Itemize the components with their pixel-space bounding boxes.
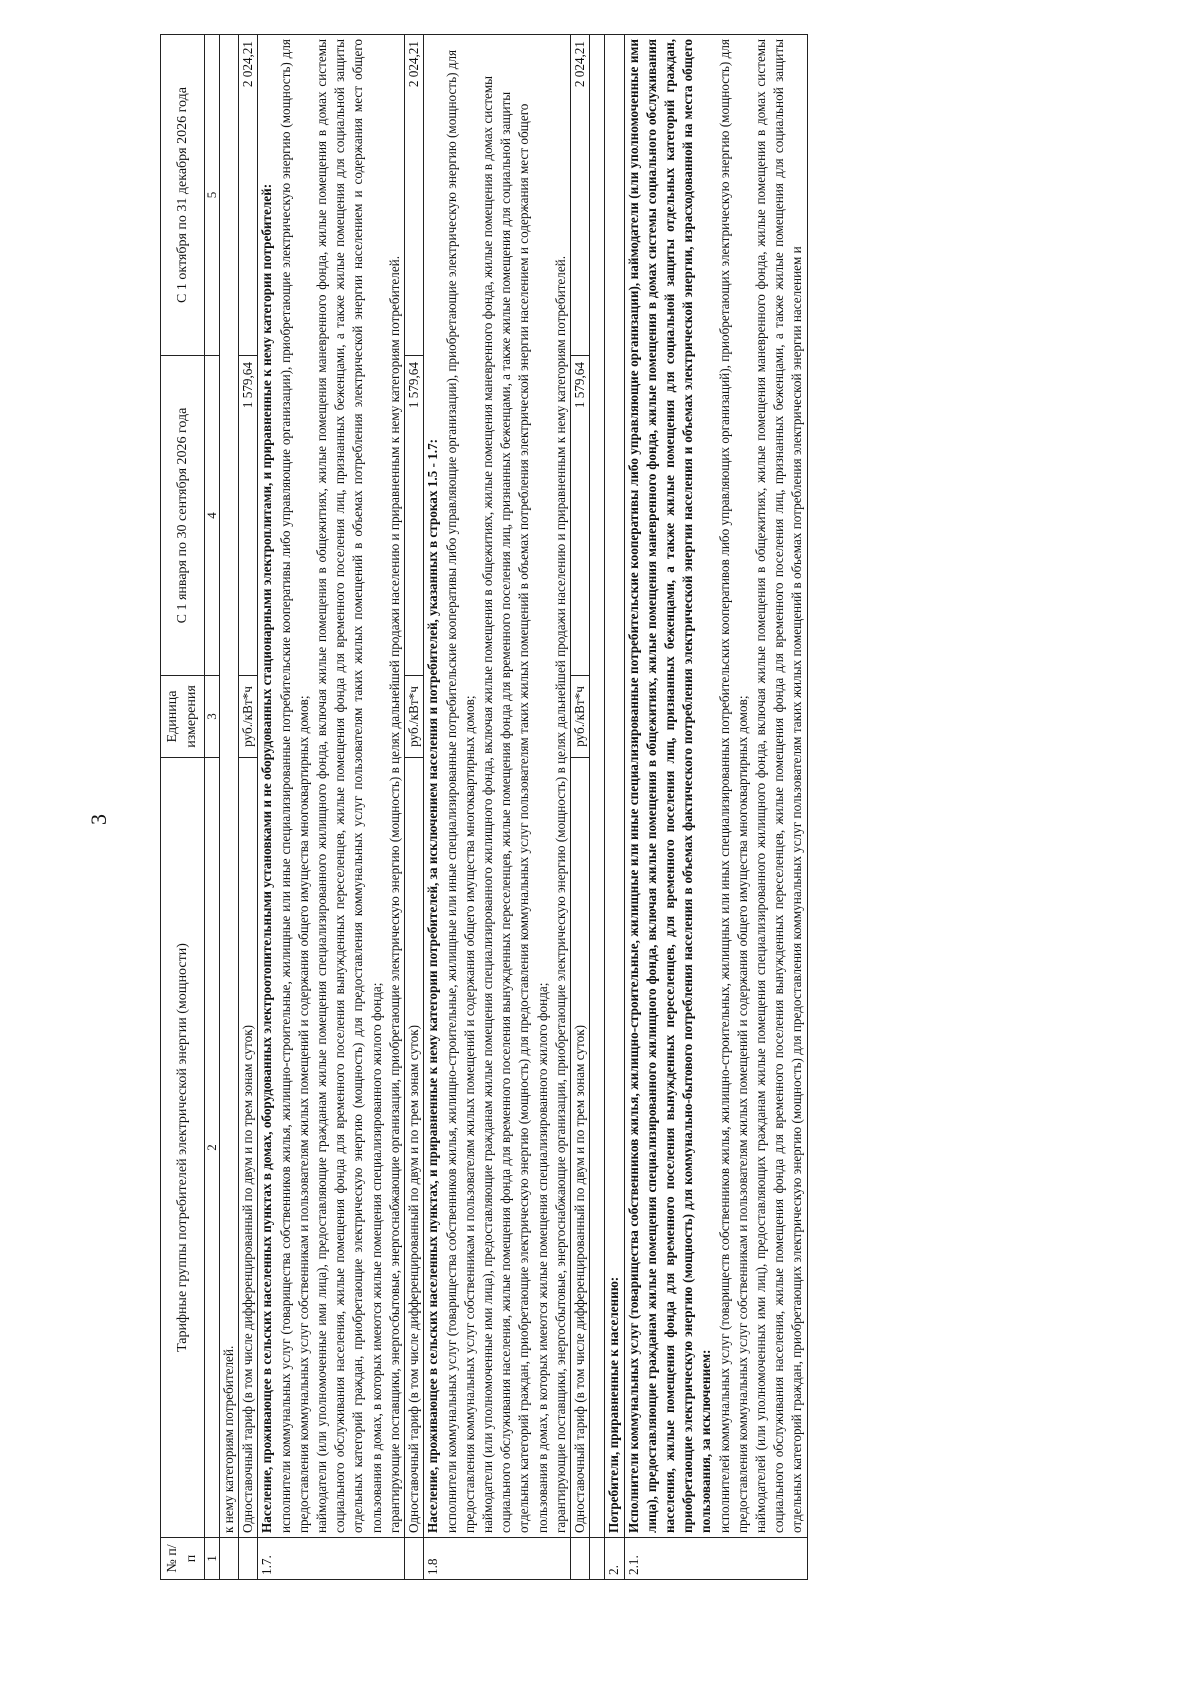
tariff-value-period2: 2 024,21 bbox=[405, 35, 424, 356]
tariff-table-rotated bbox=[160, 35, 1190, 1580]
category-title: Население, проживающее в сельских населенных пунктах, и приравненные к нему категории потребителей, за исключением населения и потребителей, указанных в строках 1.5 - 1.7: bbox=[425, 438, 441, 1533]
unit-cell: руб./кВт*ч bbox=[571, 676, 590, 758]
row-no-cell: 2. bbox=[605, 1538, 624, 1580]
header-col-unit: Единица измерения bbox=[161, 676, 205, 758]
table-row bbox=[605, 35, 624, 1580]
tariff-value-period1: 1 579,64 bbox=[239, 356, 258, 676]
tariff-value-period1: 1 579,64 bbox=[571, 356, 590, 676]
empty-cell bbox=[590, 35, 605, 1538]
tariff-label: Одноставочный тариф (в том числе дифференцированный по двум и по трем зонам суток) bbox=[405, 758, 424, 1538]
index-cell: 5 bbox=[204, 35, 219, 356]
unit-cell: руб./кВт*ч bbox=[405, 676, 424, 758]
table-row bbox=[239, 35, 258, 1580]
header-col-period2: С 1 октября по 31 декабря 2026 года bbox=[161, 35, 205, 356]
row-no-cell bbox=[239, 1538, 258, 1580]
row-no-cell: 2.1. bbox=[624, 1538, 807, 1580]
category-paragraph: наймодатели (или уполномоченные ими лица), предоставляющие гражданам жилые помещения специализированного жилищного фонда, включая жилые помещения в общежитиях, жилые помещения маневренного фонда, жилые помещения в домах системы социального обслуживания населения, жилые помещения фонда для временного поселения вынужденных переселенцев, жилые помещения фонда для временного поселения лиц, признанных беженцами, а также жилые помещения для социальной защиты отдельных категорий граждан, приобретающие электрическую энергию (мощность) для предоставления коммунальных услуг пользователям таких жилых помещений в объемах потребления электрической энергии населением и содержания мест общего пользования в домах, в которых имеются жилые помещения специализированного жилого фонда; bbox=[314, 39, 384, 1533]
table-row bbox=[258, 35, 405, 1580]
header-row bbox=[161, 35, 205, 1580]
category-description bbox=[424, 35, 571, 1538]
row-no-cell bbox=[219, 1538, 238, 1580]
category-paragraph: наймодатели (или уполномоченные ими лица), предоставляющие гражданам жилые помещения специализированного жилищного фонда, включая жилые помещения в общежитиях, жилые помещения маневренного фонда, жилые помещения в домах системы социального обслуживания населения, жилые помещения фонда для временного поселения вынужденных переселенцев, жилые помещения фонда для временного поселения лиц, признанных беженцами, а также жилые помещения для социальной защиты отдельных категорий граждан, приобретающие электрическую энергию (мощность) для предоставления коммунальных услуг пользователям таких жилых помещений в объемах потребления электрической энергии населением и содержания мест общего пользования в домах, в которых имеются жилые помещения специализированного жилого фонда; bbox=[479, 75, 550, 1533]
row-no-cell bbox=[590, 1538, 605, 1580]
category-paragraph: исполнители коммунальных услуг (товарищества собственников жилья, жилищно-строительные, жилищные или иные специализированные потребительские кооперативы либо управляющие организации), приобретающие электрическую энергию (мощность) для предоставления коммунальных услуг собственникам и пользователям жилых помещений и содержания общего имущества многоквартирных домов; bbox=[443, 49, 477, 1533]
category-paragraph: исполнители коммунальных услуг (товарищества собственников жилья, жилищно-строительные, жилищные или иные специализированные потребительские кооперативы либо управляющие организации), приобретающие электрическую энергию (мощность) для предоставления коммунальных услуг собственникам и пользователям жилых помещений и содержания общего имущества многоквартирных домов; bbox=[277, 39, 311, 1533]
category-paragraph: гарантирующие поставщики, энергосбытовые, энергоснабжающие организации, приобретающие электрическую энергию (мощность) в целях дальнейшей продажи населению и приравненным к нему категориям потребителей. bbox=[386, 255, 402, 1533]
table-row bbox=[424, 35, 571, 1580]
table-row bbox=[219, 35, 238, 1580]
tariff-table bbox=[160, 34, 808, 1580]
index-cell: 1 bbox=[204, 1538, 219, 1580]
table-row bbox=[571, 35, 590, 1580]
table-row bbox=[590, 35, 605, 1580]
category-paragraph: исполнителей коммунальных услуг (товариществ собственников жилья, жилищно-строительных, жилищных или иных специализированных потребительских кооперативов либо управляющих организаций), приобретающих электрическую энергию (мощность) для предоставления коммунальных услуг собственникам и пользователям жилых помещений и содержания общего имущества многоквартирных домов; bbox=[716, 39, 750, 1533]
category-paragraph: наймодателей (или уполномоченных ими лиц), предоставляющих гражданам жилые помещения специализированного жилищного фонда, включая жилые помещения в общежитиях, жилые помещения маневренного фонда, жилые помещения в домах системы социального обслуживания населения, жилые помещения фонда для временного поселения вынужденных переселенцев, жилые помещения фонда для временного поселения лиц, признанных беженцами, а также жилые помещения для социальной защиты отдельных категорий граждан, приобретающих электрическую энергию (мощность) для предоставления коммунальных услуг пользователям таких жилых помещений в объемах потребления электрической энергии населением и bbox=[753, 39, 805, 1533]
index-cell: 3 bbox=[204, 676, 219, 758]
table-row bbox=[405, 35, 424, 1580]
row-no-cell bbox=[571, 1538, 590, 1580]
category-description bbox=[624, 35, 807, 1538]
tariff-value-period2: 2 024,21 bbox=[239, 35, 258, 356]
header-col-no: № п/п bbox=[161, 1538, 205, 1580]
table-row bbox=[624, 35, 807, 1580]
category-description bbox=[258, 35, 405, 1538]
header-col-period1: С 1 января по 30 сентября 2026 года bbox=[161, 356, 205, 676]
page-number: 3 bbox=[86, 814, 111, 825]
index-cell: 4 bbox=[204, 356, 219, 676]
index-cell: 2 bbox=[204, 758, 219, 1538]
category-title: Население, проживающее в сельских населенных пунктах в домах, оборудованных электроотопительными установками и не оборудованных стационарными электроплитами, и приравненные к нему категории потребителей: bbox=[259, 183, 275, 1533]
tariff-label: Одноставочный тариф (в том числе дифференцированный по двум и по трем зонам суток) bbox=[239, 758, 258, 1538]
unit-cell: руб./кВт*ч bbox=[239, 676, 258, 758]
header-col-name: Тарифные группы потребителей электрической энергии (мощности) bbox=[161, 758, 205, 1538]
tariff-label: Одноставочный тариф (в том числе дифференцированный по двум и по трем зонам суток) bbox=[571, 758, 590, 1538]
row-no-cell bbox=[405, 1538, 424, 1580]
row-no-cell: 1.8 bbox=[424, 1538, 571, 1580]
row-text-cell: к нему категориям потребителей. bbox=[219, 35, 238, 1538]
tariff-value-period2: 2 024,21 bbox=[571, 35, 590, 356]
category-title: Исполнители коммунальных услуг (товарищества собственников жилья, жилищно-строительные, жилищные или иные специализированные потребительские кооперативы либо управляющие организации), наймодатели (или уполномоченные ими лица), предоставляющие гражданам жилые помещения специализированного жилищного фонда, включая жилые помещения в общежитиях, жилые помещения маневренного фонда, жилые помещения в домах системы социального обслуживания населения, жилые помещения фонда для временного поселения вынужденных переселенцев, для временного поселения лиц, признанных беженцами, а также жилые помещения для социальной защиты отдельных категорий граждан, приобретающие электрическую энергию (мощность) для коммунально-бытового потребления населения в объемах фактического потребления электрической энергии населения и объемах электрической энергии, израсходованной на места общего пользования, за исключением: bbox=[625, 39, 714, 1533]
section-title: Потребители, приравненные к населению: bbox=[605, 35, 624, 1538]
category-paragraph: гарантирующие поставщики, энергосбытовые, энергоснабжающие организации, приобретающие электрическую энергию (мощность) в целях дальнейшей продажи населению и приравненным к нему категориям потребителей. bbox=[552, 255, 568, 1533]
index-row bbox=[204, 35, 219, 1580]
tariff-value-period1: 1 579,64 bbox=[405, 356, 424, 676]
row-no-cell: 1.7. bbox=[258, 1538, 405, 1580]
